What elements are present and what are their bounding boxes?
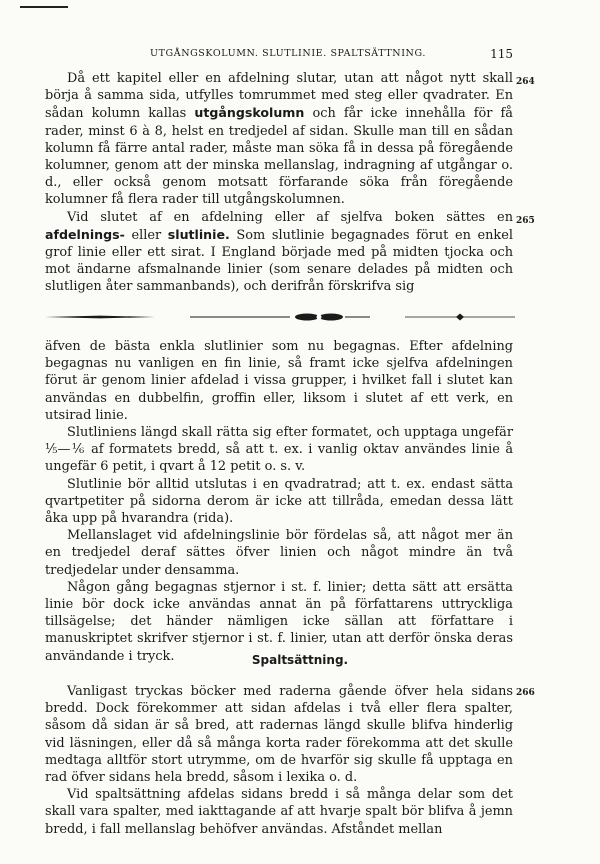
ornament-center-left: [295, 314, 319, 321]
page-number: 115: [490, 47, 513, 61]
paragraph: Någon gång begagnas stjernor i st. f. linier; detta sätt att ersätta linie bör dock icke användas annat än på författarens uttryckliga tillsägelse; det händer nämligen icke sällan att författare i manuskriptet skrifver stjernor i st. f. linier, utan att derför önska deras användande i tryck.: [45, 579, 513, 664]
running-title: UTGÅNGSKOLUMN. SLUTLINIE. SPALTSÄTTNING.: [150, 48, 426, 59]
ornament-center-right: [319, 314, 343, 321]
paragraph: Slutliniens längd skall rätta sig efter formatet, och upptaga ungefär ⅕—⅙ af formatets bredd, så att t. ex. i vanlig oktav användes linie å ungefär 6 petit, i qvart å 12 petit o. s. v.: [45, 425, 513, 475]
margin-number: 265: [516, 216, 535, 226]
diamond-mark: [456, 314, 464, 321]
margin-number: 264: [516, 77, 535, 87]
paragraph: Mellanslaget vid afdelningslinie bör fördelas så, att något mer än en tredjedel deraf sättes öfver linien och något mindre än två tredjedelar under densamma.: [45, 528, 513, 578]
body-text-top: [45, 70, 513, 296]
tapered-rule-left: [45, 316, 155, 319]
body-text-bottom: [45, 683, 513, 838]
paragraph: Då ett kapitel eller en afdelning slutar, utan att något nytt skall börja å samma sida, utfylles tomrummet med steg eller qvadrater. En sådan kolumn kallas utgångskolumn och får icke innehålla för få rader, minst 6 à 8, helst en tredjedel af sidan. Skulle man till en sådan kolumn få färre antal rader, måste man söka få in dessa på föregående kolumner, genom att der minska mellanslag, indragning af utgångar o. d., eller också genom motsatt förfarande söka från föregående kolumner få flera rader till utgångskolumnen.: [45, 71, 513, 208]
body-text-middle: [45, 338, 513, 665]
ornament-center-dot: [317, 315, 322, 320]
paragraph: Slutlinie bör alltid utslutas i en qvadratrad; att t. ex. endast sätta qvartpetiter på sidorna derom är icke att tillråda, emedan dessa lätt åka upp på hvarandra (rida).: [45, 476, 513, 527]
margin-number: 266: [516, 688, 535, 698]
slutlinie-ornament: [45, 310, 515, 324]
term-slutlinie: slutlinie.: [167, 226, 230, 242]
paragraph: Vid slutet af en afdelning eller af sjelfva boken sättes en afdelnings- eller slutlinie. Som slutlinie begagnades förut en enkel grof linie eller ett sirat. I England började med på midten tjocka och mot ändarne afsmalnande linier (som senare delades på midten och slutligen åter sammanbands), och derifrån förskrifva sig: [45, 209, 513, 295]
paragraph: Vid spaltsättning afdelas sidans bredd i så många delar som det skall vara spalter, med iakttagande af att hvarje spalt bör blifva å jemn bredd, i fall mellanslag behöfver användas. Afståndet mellan: [45, 787, 513, 837]
term-utgangskolumn: utgångskolumn: [194, 105, 305, 121]
term-afdelnings: afdelnings-: [45, 226, 125, 242]
scan-artifact: [20, 6, 68, 8]
paragraph: äfven de bästa enkla slutlinier som nu begagnas. Efter afdelning begagnas nu vanligen en fin linie, så framt icke sjelfva afdelningen förut är genom linier afdelad i vissa grupper, i hvilket fall i slutet kan användas en dubbelfin, groffin eller, liksom i slutet af ett verk, en utsirad linie.: [45, 339, 513, 423]
paragraph: Vanligast tryckas böcker med raderna gående öfver hela sidans bredd. Dock förekommer att sidan afdelas i två eller flera spalter, såsom då sidan är så bred, att radernas längd skulle blifva hinderlig vid läsningen, eller då så många korta rader förekomma att det skulle medtaga alltför stort utrymme, om de hvarför sig skulle få upptaga en rad öfver sidans hela bredd, såsom i lexika o. d.: [45, 684, 513, 786]
section-heading: Spaltsättning.: [251, 653, 349, 667]
